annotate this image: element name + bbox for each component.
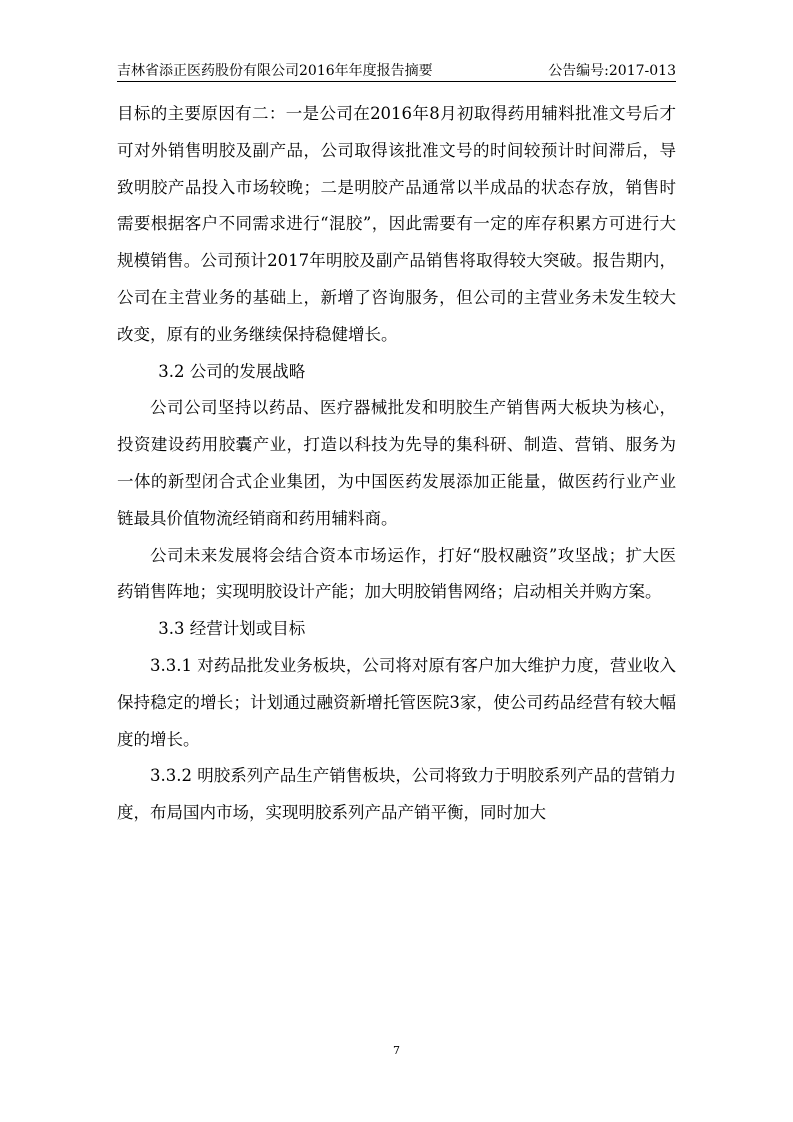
- section-heading-3-2: 3.2 公司的发展战略: [158, 361, 306, 381]
- document-body: [117, 96, 676, 832]
- header-divider: [117, 81, 676, 82]
- notice-number: 公告编号:2017-013: [548, 63, 676, 79]
- section-heading-3-3: 3.3 经营计划或目标: [158, 619, 306, 639]
- paragraph-strategy-future: 公司未来发展将会结合资本市场运作，打好“股权融资”攻坚战；扩大医药销售阵地；实现明胶设计产能；加大明胶销售网络；启动相关并购方案。: [117, 545, 676, 602]
- paragraph-strategy-core: 公司公司坚持以药品、医疗器械批发和明胶生产销售两大板块为核心，投资建设药用胶囊产业，打造以科技为先导的集科研、制造、营销、服务为一体的新型闭合式企业集团，为中国医药发展添加正能量，做医药行业产业链最具价值物流经销商和药用辅料商。: [117, 398, 676, 528]
- paragraph-plan-3-3-2: 3.3.2 明胶系列产品生产销售板块，公司将致力于明胶系列产品的营销力度，布局国内市场，实现明胶系列产品产销平衡，同时加大: [117, 766, 676, 823]
- report-title: 吉林省添正医药股份有限公司2016年年度报告摘要: [117, 63, 433, 79]
- page-number: 7: [393, 1044, 400, 1057]
- paragraph-plan-3-3-1: 3.3.1 对药品批发业务板块，公司将对原有客户加大维护力度，营业收入保持稳定的增长；计划通过融资新增托管医院3家，使公司药品经营有较大幅度的增长。: [117, 655, 676, 749]
- paragraph-main-reasons: 目标的主要原因有二：一是公司在2016年8月初取得药用辅料批准文号后才可对外销售明胶及副产品，公司取得该批准文号的时间较预计时间滞后，导致明胶产品投入市场较晚；二是明胶产品通常以半成品的状态存放，销售时需要根据客户不同需求进行“混胶”，因此需要有一定的库存积累方可进行大规模销售。公司预计2017年明胶及副产品销售将取得较大突破。报告期内，公司在主营业务的基础上，新增了咨询服务，但公司的主营业务未发生较大改变，原有的业务继续保持稳健增长。: [117, 104, 676, 344]
- page-header: [117, 56, 676, 80]
